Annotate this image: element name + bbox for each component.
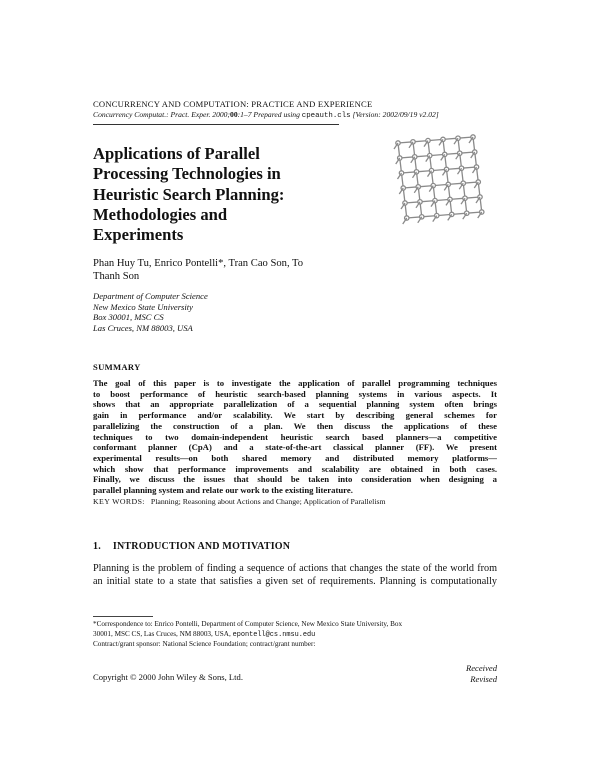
affiliation-line: Department of Computer Science	[93, 291, 208, 301]
revised-label: Revised	[470, 674, 497, 684]
abstract-line: The goal of this paper is to investigate the application of parallel programming techniques	[93, 378, 497, 388]
abstract-line: techniques to two domain-independent heuristic search based planners—a competitive	[93, 431, 497, 442]
authors-line: Phan Huy Tu, Enrico Pontelli*, Tran Cao Son, To	[93, 258, 304, 269]
affiliation	[93, 291, 208, 333]
affiliation-line: Box 30001, MSC CS	[93, 312, 164, 323]
copyright: Copyright © 2000 John Wiley & Sons, Ltd.	[93, 672, 243, 682]
header-rule	[93, 124, 339, 125]
citation-volume: 00	[230, 110, 238, 119]
abstract-line: parallel planning system and relate our work to the existing literature.	[93, 485, 353, 496]
abstract-line: conformant planner (CpA) and a state-of-the-art classical planner (FF). We present	[93, 442, 497, 453]
keywords-text: Planning; Reasoning about Actions and Change; Application of Parallelism	[150, 497, 386, 506]
title-line: Methodologies and	[93, 204, 228, 224]
section-heading	[93, 541, 290, 552]
paper-title	[93, 144, 333, 245]
authors-line: Thanh Son	[93, 271, 140, 282]
section-number: 1.	[93, 541, 101, 552]
keywords-label: KEY WORDS:	[93, 497, 145, 506]
authors	[93, 257, 348, 283]
footnote	[93, 620, 497, 650]
title-line: Applications of Parallel	[93, 144, 260, 163]
footnote-line	[93, 630, 497, 641]
title-line: Heuristic Search Planning:	[93, 184, 285, 204]
citation-version: [Version: 2002/09/19 v2.02]	[350, 110, 439, 119]
affiliation-line: Las Cruces, NM 88003, USA	[93, 322, 193, 333]
body-line: Planning is the problem of finding a sequence of actions that changes the state of the world from	[93, 563, 497, 574]
citation-style-file: cpeauth.cls	[301, 112, 351, 120]
received-block	[440, 663, 497, 685]
abstract-line: shows that an appropriate parallelization of a sequential planning system often brings	[93, 399, 497, 410]
title-line: Processing Technologies in	[93, 164, 281, 184]
title-line: Experiments	[93, 225, 184, 245]
abstract-line: gain in performance and/or scalability. We start by describing general schemes for	[93, 410, 497, 421]
citation-line	[93, 110, 439, 120]
citation-prefix: Concurrency Computat.: Pract. Exper. 2000;	[93, 110, 231, 119]
abstract-line: experimental results—on both shared memory and distributed memory platforms—	[93, 452, 497, 463]
abstract-line: which show that performance improvements and scalability are obtained in both cases.	[93, 463, 497, 474]
abstract-line: Finally, we discuss the issues that should be taken into consideration when designing a	[93, 474, 497, 485]
keywords	[93, 497, 386, 506]
abstract	[93, 378, 497, 496]
received-label: Received	[465, 663, 497, 673]
body-text	[93, 562, 497, 588]
section-title: INTRODUCTION AND MOTIVATION	[112, 541, 291, 552]
journal-name: CONCURRENCY AND COMPUTATION: PRACTICE AND EXPERIENCE	[93, 99, 373, 109]
footnote-line: Contract/grant sponsor: National Science Foundation; contract/grant number:	[93, 640, 316, 649]
footnote-address: 30001, MSC CS, Las Cruces, NM 88003, USA,	[93, 629, 233, 638]
abstract-line: parallelizing the construction of a plan. We then discuss the applications of these	[93, 420, 497, 431]
abstract-line: to boost performance of heuristic search-based planning systems in various aspects. It	[93, 388, 497, 399]
footnote-line: *Correspondence to: Enrico Pontelli, Department of Computer Science, New Mexico State University, Box	[93, 620, 403, 628]
footnote-email: epontell@cs.nmsu.edu	[232, 630, 316, 639]
summary-heading: SUMMARY	[93, 362, 141, 372]
journal-logo-icon	[384, 133, 494, 238]
footnote-rule	[93, 616, 153, 617]
body-line: an initial state to a state that satisfies a given set of requirements. Planning is computationally	[93, 576, 497, 588]
citation-mid: :1–7 Prepared using	[237, 110, 302, 119]
affiliation-line: New Mexico State University	[93, 301, 193, 312]
